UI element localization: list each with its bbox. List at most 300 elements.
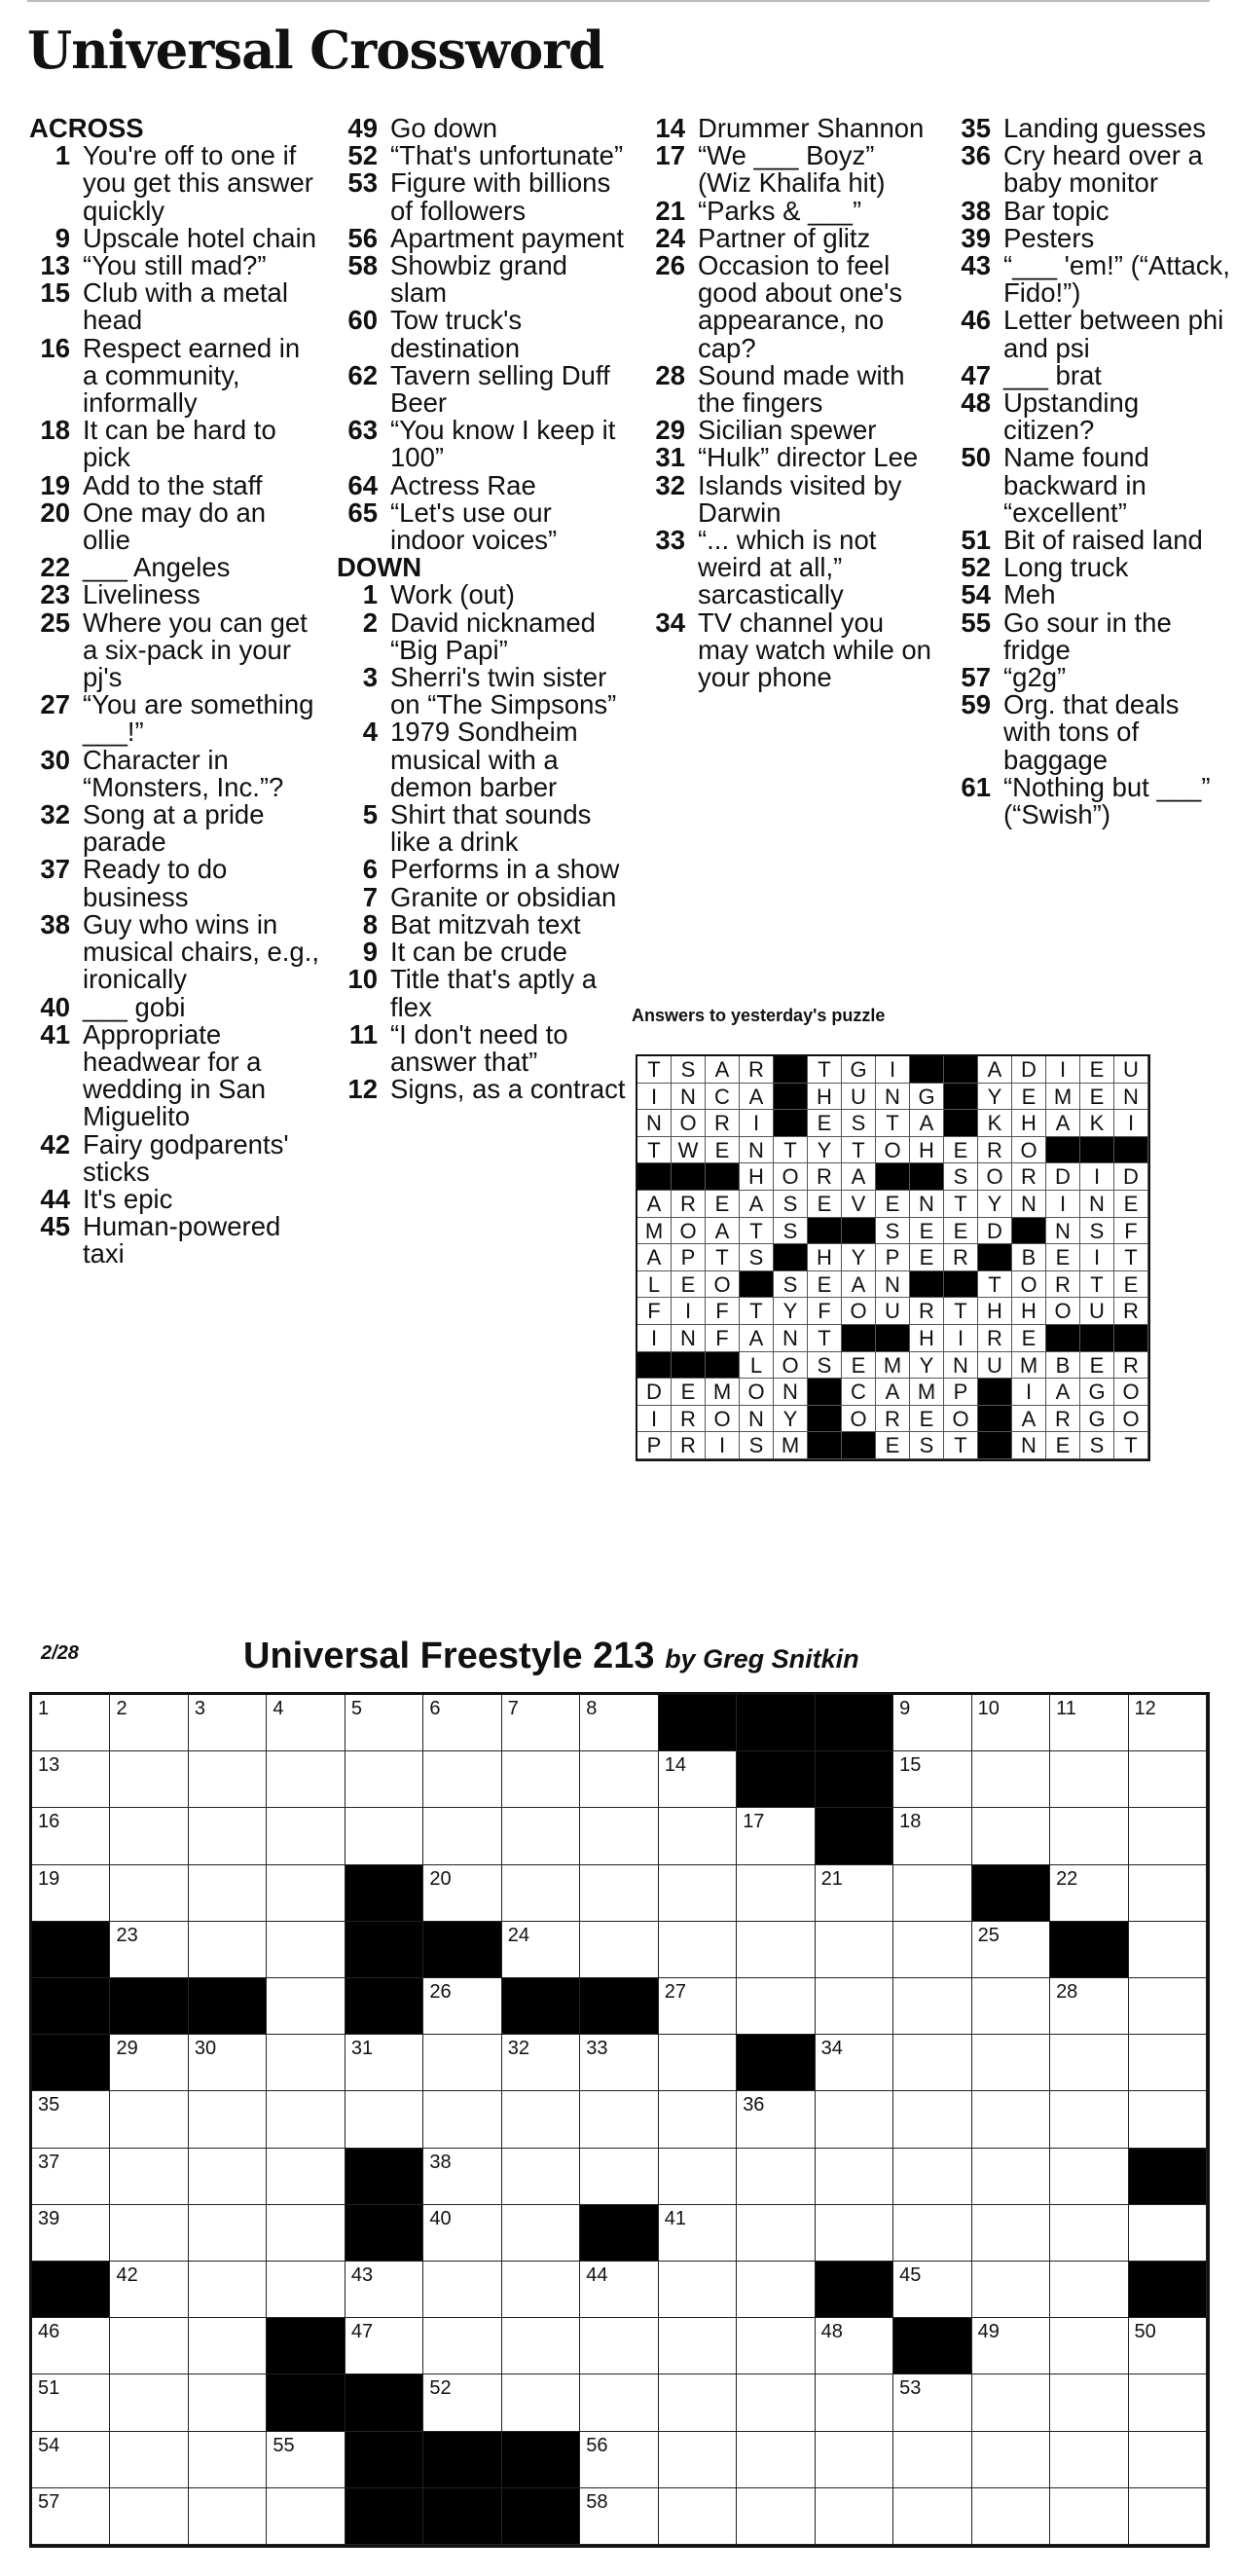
- grid-cell: [502, 2262, 580, 2318]
- clue: [335, 469, 627, 500]
- clue-number: 9: [362, 937, 378, 968]
- grid-cell: [110, 2091, 188, 2148]
- grid-cell: [1050, 1808, 1128, 1864]
- answer-letter: F: [706, 1298, 740, 1325]
- clue-text: It can be hard to pick: [83, 415, 276, 473]
- grid-cell: [1129, 2035, 1207, 2091]
- clue-number: 46: [961, 305, 991, 336]
- answer-letter: M: [706, 1379, 740, 1406]
- grid-cell: [972, 1978, 1050, 2035]
- clue-text: Where you can get a six-pack in your pj's: [83, 607, 308, 693]
- top-rule: [27, 0, 1210, 2]
- answer-letter: T: [944, 1432, 978, 1459]
- answers-title: Answers to yesterday's puzzle: [632, 1006, 886, 1025]
- clue-number: 3: [362, 662, 378, 693]
- grid-number: 50: [1134, 2321, 1156, 2343]
- answer-block: [706, 1352, 740, 1380]
- clue-number: 61: [961, 771, 991, 802]
- grid-cell: [189, 2318, 267, 2374]
- clue-number: 63: [347, 415, 378, 446]
- answer-letter: C: [706, 1084, 740, 1111]
- clue-text: ___ brat: [1003, 359, 1102, 390]
- answer-block: [808, 1218, 842, 1245]
- answer-letter: N: [1012, 1432, 1046, 1459]
- clue-text: Figure with billions of followers: [390, 167, 611, 226]
- grid-number: 9: [899, 1698, 911, 1719]
- clue-text: “You know I keep it 100”: [390, 415, 616, 473]
- grid-cell: [423, 1808, 501, 1864]
- grid-cell: [1050, 1978, 1128, 2035]
- answer-letter: I: [1012, 1379, 1046, 1406]
- answer-letter: H: [808, 1084, 842, 1111]
- clue-text: Shirt that sounds like a drink: [390, 799, 592, 858]
- clue-text: Ready to do business: [83, 854, 228, 912]
- grid-cell: [737, 2205, 815, 2262]
- clue-number: 39: [961, 222, 991, 253]
- grid-cell: [110, 2432, 188, 2488]
- answer-letter: T: [740, 1298, 774, 1325]
- answer-letter: I: [944, 1325, 978, 1352]
- grid-cell: [346, 1751, 423, 1808]
- puzzle-title-line: [243, 1638, 859, 1674]
- answer-letter: R: [876, 1406, 910, 1433]
- answer-letter: S: [876, 1218, 910, 1245]
- clue-text: Upstanding citizen?: [1003, 387, 1140, 446]
- answer-letter: M: [910, 1379, 944, 1406]
- clue-text: “Hulk” director Lee: [698, 442, 919, 473]
- clue-text: Character in “Monsters, Inc.”?: [83, 744, 284, 802]
- answer-letter: R: [978, 1325, 1012, 1352]
- clue: [27, 499, 319, 554]
- grid-number: 45: [899, 2264, 922, 2286]
- clue-text: Title that's aptly a flex: [390, 964, 598, 1022]
- clue-text: “... which is not weird at all,” sarcastically: [698, 525, 877, 610]
- answer-letter: H: [1012, 1298, 1046, 1325]
- clue-text: Actress Rae: [390, 469, 536, 500]
- answer-letter: E: [1046, 1244, 1080, 1271]
- clue: [642, 417, 934, 444]
- clue: [948, 115, 1230, 142]
- grid-block: [32, 1922, 110, 1978]
- answer-letter: F: [637, 1298, 672, 1325]
- grid-cell: [1050, 1695, 1128, 1751]
- grid-cell: [737, 2374, 815, 2431]
- grid-number: 49: [977, 2321, 1000, 2343]
- grid-cell: [502, 1695, 580, 1751]
- clue-number: 1: [55, 140, 70, 171]
- clue: [948, 664, 1230, 691]
- clue: [335, 1018, 627, 1077]
- clue-number: 50: [961, 442, 991, 473]
- grid-number: 30: [194, 2038, 217, 2060]
- clue-text: Bar topic: [1003, 195, 1110, 226]
- answer-letter: M: [774, 1432, 808, 1459]
- grid-cell: [423, 1865, 501, 1922]
- grid-cell: [659, 2262, 737, 2318]
- answer-letter: T: [808, 1056, 842, 1084]
- clue-number: 34: [655, 607, 685, 638]
- clue: [948, 554, 1230, 581]
- clue-number: 14: [655, 113, 685, 143]
- answer-letter: Y: [774, 1406, 808, 1433]
- answer-letter: N: [774, 1325, 808, 1352]
- answer-block: [978, 1432, 1012, 1459]
- answer-block: [1046, 1325, 1080, 1352]
- clue-text: “I don't need to answer that”: [390, 1018, 568, 1077]
- answer-letter: A: [637, 1244, 672, 1271]
- answer-block: [740, 1271, 774, 1299]
- grid-cell: [110, 2149, 188, 2205]
- clue: [642, 609, 934, 692]
- grid-cell: [1129, 1695, 1207, 1751]
- answer-letter: T: [944, 1298, 978, 1325]
- grid-block: [346, 2149, 423, 2205]
- answer-letter: I: [637, 1406, 672, 1433]
- grid-block: [816, 1808, 893, 1864]
- grid-cell: [267, 2432, 345, 2488]
- clue-text: Appropriate headwear for a wedding in San Miguelito: [83, 1018, 267, 1132]
- grid-number: 13: [38, 1754, 60, 1777]
- grid-number: 42: [116, 2264, 138, 2286]
- answer-letter: A: [1046, 1379, 1080, 1406]
- grid-cell: [816, 2488, 893, 2545]
- answer-block: [1012, 1218, 1046, 1245]
- answer-letter: W: [672, 1137, 706, 1164]
- grid-block: [423, 1922, 501, 1978]
- clue-text: Showbiz grand slam: [390, 250, 567, 309]
- clue: [27, 609, 319, 692]
- grid-cell: [580, 1808, 658, 1864]
- answer-letter: S: [842, 1110, 876, 1137]
- grid-cell: [1129, 1978, 1207, 2035]
- clue: [27, 908, 320, 995]
- grid-cell: [267, 2205, 345, 2262]
- grid-cell: [1129, 2488, 1207, 2545]
- clue-number: 22: [40, 552, 70, 583]
- clue-text: “That's unfortunate”: [390, 140, 624, 171]
- answer-letter: T: [944, 1191, 978, 1218]
- grid-number: 35: [38, 2094, 60, 2116]
- answer-letter: E: [706, 1137, 740, 1164]
- clue-text: You're off to one if you get this answer quickly: [83, 140, 313, 226]
- grid-cell: [659, 1808, 737, 1864]
- clue-text: Song at a pride parade: [83, 799, 265, 858]
- clue-number: 64: [347, 469, 378, 500]
- clue-text: Drummer Shannon: [698, 113, 925, 143]
- grid-number: 40: [429, 2207, 452, 2229]
- grid-cell: [110, 2035, 188, 2091]
- grid-cell: [502, 2091, 580, 2148]
- grid-cell: [346, 2035, 423, 2091]
- grid-cell: [110, 2318, 188, 2374]
- answer-letter: R: [944, 1244, 978, 1271]
- grid-cell: [737, 2488, 815, 2545]
- answer-letter: O: [1012, 1137, 1046, 1164]
- clue-text: “Nothing but ___” (“Swish”): [1003, 771, 1211, 830]
- clue: [948, 142, 1230, 197]
- grid-number: 51: [38, 2377, 60, 2400]
- answer-letter: D: [1012, 1056, 1046, 1084]
- answer-letter: L: [740, 1352, 774, 1380]
- grid-number: 26: [429, 1981, 452, 2003]
- grid-cell: [893, 2488, 971, 2545]
- clue-number: 16: [40, 332, 70, 363]
- grid-cell: [32, 1808, 110, 1864]
- clue: [948, 609, 1230, 664]
- grid-cell: [893, 2432, 971, 2488]
- grid-block: [580, 1978, 658, 2035]
- clue-text: “___ 'em!” (“Attack, Fido!”): [1003, 250, 1230, 309]
- clue-number: 13: [40, 250, 70, 281]
- clue-number: 27: [40, 689, 70, 720]
- clue-number: 8: [362, 908, 378, 939]
- answer-letter: U: [842, 1084, 876, 1111]
- grid-block: [346, 2374, 423, 2431]
- clue-number: 41: [40, 1018, 70, 1049]
- grid-number: 58: [586, 2490, 608, 2513]
- clue-text: Fairy godparents' sticks: [83, 1128, 289, 1187]
- clue-number: 35: [961, 113, 991, 143]
- grid-block: [346, 1922, 423, 1978]
- grid-cell: [502, 2035, 580, 2091]
- grid-cell: [580, 2374, 658, 2431]
- answer-block: [978, 1406, 1012, 1433]
- grid-number: 6: [429, 1698, 441, 1719]
- grid-cell: [189, 1922, 267, 1978]
- answer-block: [637, 1163, 672, 1191]
- clue-text: Tow truck's destination: [390, 305, 523, 363]
- clue-text: Granite or obsidian: [390, 881, 617, 912]
- clue-number: 10: [347, 964, 378, 995]
- grid-number: 15: [899, 1754, 922, 1777]
- clue-text: Bit of raised land: [1003, 525, 1203, 556]
- clue-text: “We ___ Boyz” (Wiz Khalifa hit): [698, 140, 886, 199]
- grid-block: [1129, 2149, 1207, 2205]
- grid-cell: [1050, 2091, 1128, 2148]
- grid-block: [502, 2432, 580, 2488]
- answer-letter: T: [1114, 1432, 1148, 1459]
- grid-block: [502, 1978, 580, 2035]
- grid-cell: [1050, 2318, 1128, 2374]
- grid-cell: [32, 1695, 110, 1751]
- clue-text: Respect earned in a community, informally: [83, 332, 301, 419]
- answer-letter: R: [978, 1137, 1012, 1164]
- clue-text: Performs in a show: [390, 854, 620, 885]
- answer-letter: O: [706, 1271, 740, 1299]
- grid-cell: [110, 1695, 188, 1751]
- answer-letter: D: [978, 1218, 1012, 1245]
- grid-cell: [816, 1978, 893, 2035]
- grid-block: [346, 1865, 423, 1922]
- grid-cell: [1129, 1751, 1207, 1808]
- clue-text: Upscale hotel chain: [83, 222, 317, 253]
- grid-cell: [1129, 1808, 1207, 1864]
- page-title: Universal Crossword: [27, 20, 604, 81]
- clue-text: “You still mad?”: [83, 250, 267, 281]
- grid-block: [110, 1978, 188, 2035]
- grid-number: 54: [38, 2434, 60, 2456]
- grid-number: 34: [820, 2038, 843, 2060]
- answer-letter: E: [1046, 1432, 1080, 1459]
- grid-block: [580, 2205, 658, 2262]
- answer-letter: N: [876, 1271, 910, 1299]
- clue: [642, 142, 934, 197]
- answer-block: [1080, 1137, 1114, 1164]
- clue: [335, 115, 627, 142]
- clue: [948, 195, 1230, 226]
- answer-letter: I: [637, 1084, 672, 1111]
- grid-cell: [580, 2432, 658, 2488]
- clue: [335, 169, 627, 224]
- answer-letter: O: [706, 1406, 740, 1433]
- answer-letter: N: [1012, 1191, 1046, 1218]
- grid-cell: [816, 2091, 893, 2148]
- grid-cell: [972, 1751, 1050, 1808]
- grid-cell: [737, 1978, 815, 2035]
- answer-block: [944, 1271, 978, 1299]
- clue-number: 62: [347, 359, 378, 390]
- answer-letter: M: [876, 1352, 910, 1380]
- answer-letter: O: [1114, 1406, 1148, 1433]
- answer-letter: R: [1114, 1352, 1148, 1380]
- answer-letter: O: [774, 1352, 808, 1380]
- clue-number: 7: [362, 881, 378, 912]
- answer-block: [808, 1432, 842, 1459]
- answer-letter: U: [1114, 1056, 1148, 1084]
- grid-number: 20: [429, 1867, 452, 1890]
- grid-number: 48: [820, 2321, 843, 2343]
- answer-letter: R: [672, 1191, 706, 1218]
- grid-cell: [737, 2149, 815, 2205]
- grid-number: 8: [586, 1698, 598, 1719]
- answer-letter: E: [910, 1244, 944, 1271]
- clue-number: 15: [40, 277, 70, 309]
- clue: [335, 801, 627, 856]
- grid-number: 28: [1056, 1981, 1078, 2003]
- clue-number: 9: [55, 222, 70, 253]
- grid-number: 17: [743, 1811, 765, 1833]
- clue-text: “g2g”: [1003, 662, 1067, 693]
- grid-cell: [267, 1695, 345, 1751]
- answer-letter: T: [740, 1218, 774, 1245]
- grid-cell: [1050, 2488, 1128, 2545]
- clue-number: 17: [655, 140, 685, 171]
- clue-number: 51: [961, 525, 991, 556]
- answer-letter: E: [944, 1137, 978, 1164]
- grid-cell: [189, 2035, 267, 2091]
- answer-letter: M: [637, 1218, 672, 1245]
- answer-letter: N: [1046, 1218, 1080, 1245]
- clue-number: 26: [655, 250, 685, 281]
- grid-block: [189, 1978, 267, 2035]
- grid-cell: [816, 2149, 893, 2205]
- answer-letter: Y: [978, 1084, 1012, 1111]
- answer-letter: E: [706, 1191, 740, 1218]
- grid-block: [346, 1978, 423, 2035]
- clue-number: 25: [40, 607, 70, 638]
- answer-letter: N: [672, 1084, 706, 1111]
- clue: [335, 1076, 627, 1103]
- grid-cell: [267, 2091, 345, 2148]
- grid-cell: [580, 1865, 658, 1922]
- grid-cell: [32, 1865, 110, 1922]
- answer-letter: S: [740, 1432, 774, 1459]
- clue-text: Letter between phi and psi: [1003, 305, 1224, 363]
- answer-letter: S: [774, 1271, 808, 1299]
- grid-number: 23: [116, 1924, 138, 1946]
- answer-block: [910, 1056, 944, 1084]
- answer-letter: T: [637, 1137, 672, 1164]
- answer-letter: D: [637, 1379, 672, 1406]
- grid-cell: [737, 1865, 815, 1922]
- clue-text: TV channel you may watch while on your phone: [698, 607, 931, 693]
- grid-cell: [110, 2374, 188, 2431]
- grid-cell: [972, 1808, 1050, 1864]
- answer-letter: H: [1012, 1110, 1046, 1137]
- answer-block: [944, 1056, 978, 1084]
- grid-cell: [189, 2091, 267, 2148]
- clue: [335, 581, 627, 608]
- grid-cell: [972, 2374, 1050, 2431]
- clue: [335, 222, 627, 253]
- clue: [335, 499, 627, 554]
- clue: [335, 881, 627, 912]
- grid-cell: [972, 2149, 1050, 2205]
- clue-number: 38: [40, 908, 70, 939]
- answer-letter: T: [978, 1271, 1012, 1299]
- puzzle-byline: by Greg Snitkin: [665, 1644, 859, 1674]
- clue-number: 37: [40, 854, 70, 885]
- answer-block: [910, 1163, 944, 1191]
- grid-number: 39: [38, 2207, 60, 2229]
- clue: [642, 222, 934, 253]
- clue: [27, 1183, 319, 1214]
- grid-cell: [502, 2318, 580, 2374]
- grid-cell: [423, 1978, 501, 2035]
- answer-letter: P: [876, 1244, 910, 1271]
- clue-text: Pesters: [1003, 222, 1095, 253]
- clue: [27, 801, 319, 856]
- answer-letter: M: [1046, 1084, 1080, 1111]
- answer-letter: G: [1080, 1379, 1114, 1406]
- grid-cell: [32, 2091, 110, 2148]
- clue-number: 48: [961, 387, 991, 419]
- clue: [335, 938, 627, 966]
- grid-block: [346, 2432, 423, 2488]
- grid-number: 4: [273, 1698, 284, 1719]
- clue-column-2: [335, 115, 627, 1103]
- clue-number: 65: [347, 497, 378, 528]
- grid-cell: [972, 1695, 1050, 1751]
- clue-text: It can be crude: [390, 937, 567, 968]
- answer-letter: R: [672, 1406, 706, 1433]
- grid-number: 5: [350, 1698, 362, 1719]
- grid-cell: [737, 2432, 815, 2488]
- grid-cell: [580, 1922, 658, 1978]
- grid-cell: [816, 2035, 893, 2091]
- clue: [948, 691, 1230, 774]
- grid-number: 16: [38, 1811, 60, 1833]
- grid-block: [1129, 2262, 1207, 2318]
- grid-cell: [189, 1865, 267, 1922]
- clue-text: ___ gobi: [83, 991, 186, 1022]
- grid-block: [32, 2035, 110, 2091]
- answer-letter: O: [876, 1137, 910, 1164]
- grid-cell: [659, 2432, 737, 2488]
- answer-letter: N: [672, 1325, 706, 1352]
- grid-cell: [659, 2091, 737, 2148]
- answer-letter: E: [842, 1352, 876, 1380]
